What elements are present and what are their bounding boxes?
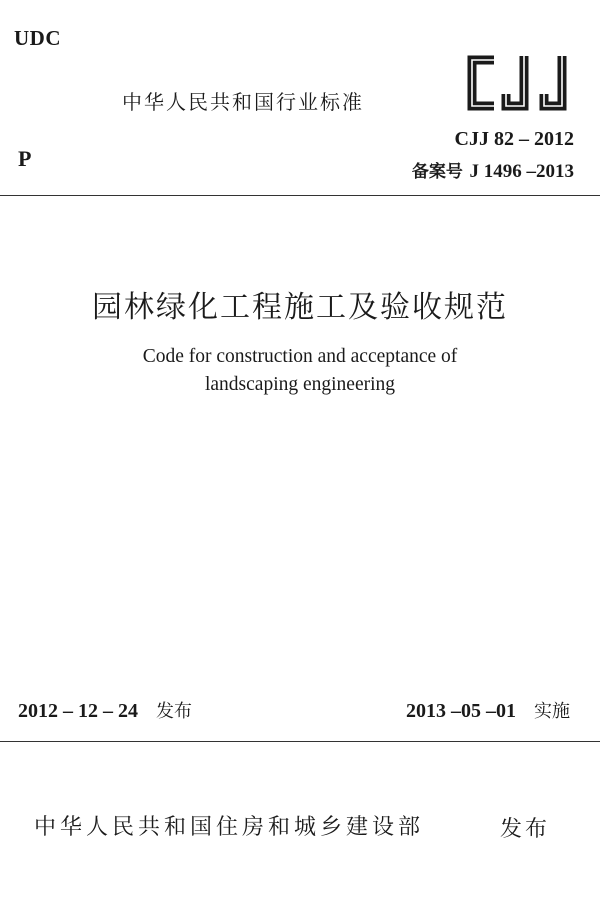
title-chinese: 园林绿化工程施工及验收规范 bbox=[92, 290, 508, 325]
title-english bbox=[0, 343, 600, 399]
title-english-line2: landscaping engineering bbox=[204, 374, 396, 395]
publish-date: 2012 – 12 – 24 bbox=[18, 700, 138, 722]
cjj-logo bbox=[462, 52, 578, 114]
bottom-divider bbox=[0, 741, 600, 742]
classification-code: P bbox=[18, 146, 32, 171]
logo-text: CJJ bbox=[519, 92, 521, 93]
implement-date-line bbox=[406, 697, 570, 723]
udc-label: UDC bbox=[14, 26, 61, 50]
implement-date: 2013 –05 –01 bbox=[406, 700, 516, 722]
record-number-line bbox=[412, 157, 574, 183]
title-english-line1: Code for construction and acceptance of bbox=[142, 346, 458, 367]
industry-standard-heading: 中华人民共和国行业标准 bbox=[122, 90, 364, 114]
issuing-authority: 中华人民共和国住房和城乡建设部 bbox=[34, 815, 425, 840]
record-number: J 1496 –2013 bbox=[469, 161, 574, 182]
issue-label: 发布 bbox=[499, 817, 550, 842]
record-label: 备案号 bbox=[411, 162, 463, 182]
publish-label: 发布 bbox=[156, 701, 192, 722]
standard-number: CJJ 82 – 2012 bbox=[454, 128, 574, 150]
publish-date-line bbox=[18, 697, 192, 723]
implement-label: 实施 bbox=[534, 701, 570, 722]
top-divider bbox=[0, 195, 600, 196]
